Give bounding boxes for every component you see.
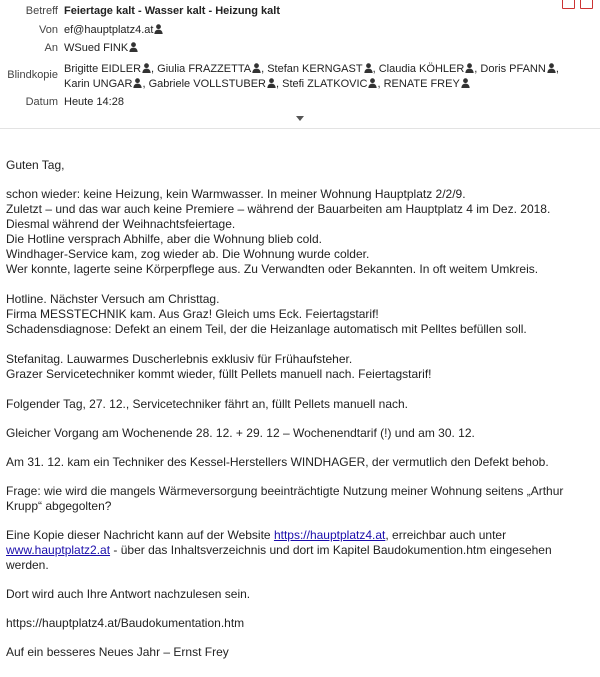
paragraph-3	[6, 352, 596, 382]
recipient-separator: ,	[555, 63, 559, 75]
website-link-hauptplatz2[interactable]: www.hauptplatz2.at	[6, 543, 111, 557]
bcc-recipient[interactable]	[384, 78, 470, 90]
bcc-recipient-name[interactable]: Gabriele VOLLSTUBER	[148, 78, 266, 90]
body-line: Die Hotline versprach Abhilfe, aber die Wohnung blieb cold.	[6, 232, 322, 246]
to-label: An	[44, 42, 58, 54]
person-icon[interactable]	[142, 63, 151, 73]
from-label: Von	[39, 24, 58, 36]
date-value: Heute 14:28	[64, 96, 124, 108]
website-link-hauptplatz4[interactable]: https://hauptplatz4.at	[273, 528, 386, 542]
bcc-recipient[interactable]	[149, 78, 276, 90]
bcc-recipient[interactable]	[64, 78, 142, 90]
person-icon[interactable]	[465, 63, 474, 73]
body-line: schon wieder: keine Heizung, kein Warmwasser. In meiner Wohnung Hauptplatz 2/2/9.	[6, 187, 466, 201]
bcc-recipient[interactable]	[379, 63, 475, 75]
person-icon[interactable]	[267, 78, 276, 88]
subject-label: Betreff	[25, 5, 58, 17]
expand-header-chevron-icon[interactable]	[296, 116, 304, 121]
person-icon[interactable]	[364, 63, 373, 73]
bcc-recipient-name[interactable]: Stefi ZLATKOVIC	[282, 78, 368, 90]
bcc-recipient-name[interactable]: Giulia FRAZZETTA	[157, 63, 252, 75]
date-label: Datum	[25, 96, 58, 108]
bcc-recipient[interactable]	[282, 78, 377, 90]
recipient-separator: ,	[151, 63, 158, 75]
bcc-recipient[interactable]	[64, 63, 151, 75]
person-icon[interactable]	[129, 42, 138, 52]
recipient-separator: ,	[474, 63, 481, 75]
recipient-separator: ,	[275, 78, 283, 90]
paragraph-2	[6, 292, 596, 337]
body-line: Diesmal während der Weihnachtsfeiertage.	[6, 217, 236, 231]
body-line: Schadensdiagnose: Defekt an einem Teil, der die Heizanlage automatisch mit Pelltes befüllen soll.	[6, 322, 527, 336]
greeting: Guten Tag,	[6, 158, 65, 172]
bcc-recipient[interactable]	[267, 63, 372, 75]
bcc-recipient-name[interactable]: Stefan KERNGAST	[267, 63, 363, 75]
body-line: Stefanitag. Lauwarmes Duscherlebnis exklusiv für Frühaufsteher.	[6, 352, 353, 366]
bcc-list	[64, 62, 584, 92]
recipient-separator: ,	[372, 63, 379, 75]
person-icon[interactable]	[154, 24, 163, 34]
paragraph-1	[6, 187, 596, 277]
body-line: Windhager-Service kam, zog wieder ab. Die Wohnung wurde colder.	[6, 247, 370, 261]
person-icon[interactable]	[252, 63, 261, 73]
message-header	[0, 0, 600, 128]
signature: Auf ein besseres Neues Jahr – Ernst Frey	[6, 645, 229, 659]
bcc-recipient-name[interactable]: Brigitte EIDLER	[64, 63, 142, 75]
recipient-separator: ,	[377, 78, 384, 90]
body-line: Zuletzt – und das war auch keine Premiere – während der Bauarbeiten am Hauptplatz 4 im Dez. 2018.	[6, 202, 551, 216]
subject-value: Feiertage kalt - Wasser kalt - Heizung kalt	[64, 5, 280, 17]
person-icon[interactable]	[461, 78, 470, 88]
header-divider	[0, 128, 600, 129]
paragraph-8	[6, 528, 596, 573]
body-line: Hotline. Nächster Versuch am Christtag.	[6, 292, 220, 306]
recipient-separator: ,	[261, 63, 268, 75]
recipient-separator: ,	[142, 78, 149, 90]
body-text: , erreichbar auch unter	[385, 528, 507, 542]
paragraph-5: Gleicher Vorgang am Wochenende 28. 12. + 29. 12 – Wochenendtarif (!) und am 30. 12.	[6, 426, 475, 440]
body-text: - über das Inhaltsverzeichnis und dort im Kapitel Baudokumention.htm eingesehen werden.	[6, 543, 552, 572]
bcc-recipient-name[interactable]: Karin UNGAR	[64, 78, 133, 90]
bcc-recipient[interactable]	[157, 63, 261, 75]
bcc-recipient-name[interactable]: RENATE FREY	[383, 78, 460, 90]
from-address[interactable]: ef@hauptplatz4.at	[64, 24, 154, 36]
message-body	[6, 158, 596, 674]
body-line: Firma MESSTECHNIK kam. Aus Graz! Gleich ums Eck. Feiertagstarif!	[6, 307, 379, 321]
from-value	[64, 24, 584, 37]
bcc-recipient-name[interactable]: Doris PFANN	[480, 63, 546, 75]
body-line: Wer konnte, lagerte seine Körperpflege aus. Zu Verwandten oder Bekannten. In oft weitem Umkreis.	[6, 262, 539, 276]
paragraph-4: Folgender Tag, 27. 12., Servicetechniker fährt an, füllt Pellets manuell nach.	[6, 397, 409, 411]
bcc-recipient-name[interactable]: Claudia KÖHLER	[378, 63, 465, 75]
paragraph-10: https://hauptplatz4.at/Baudokumentation.htm	[6, 616, 245, 630]
body-line: Grazer Servicetechniker kommt wieder, füllt Pellets manuell nach. Feiertagstarif!	[6, 367, 432, 381]
bcc-recipient[interactable]	[480, 63, 555, 75]
paragraph-9: Dort wird auch Ihre Antwort nachzulesen sein.	[6, 587, 251, 601]
to-recipient[interactable]: WSued FINK	[64, 42, 129, 54]
person-icon[interactable]	[547, 63, 556, 73]
bcc-label: Blindkopie	[7, 69, 58, 81]
to-value	[64, 42, 584, 55]
body-text: Eine Kopie dieser Nachricht kann auf der Website	[6, 528, 274, 542]
paragraph-6: Am 31. 12. kam ein Techniker des Kessel-Herstellers WINDHAGER, der vermutlich den Defekt behob.	[6, 455, 549, 469]
paragraph-7: Frage: wie wird die mangels Wärmeversorgung beeinträchtigte Nutzung meiner Wohnung seitens „Arthur Krupp“ abgegolten?	[6, 484, 564, 513]
